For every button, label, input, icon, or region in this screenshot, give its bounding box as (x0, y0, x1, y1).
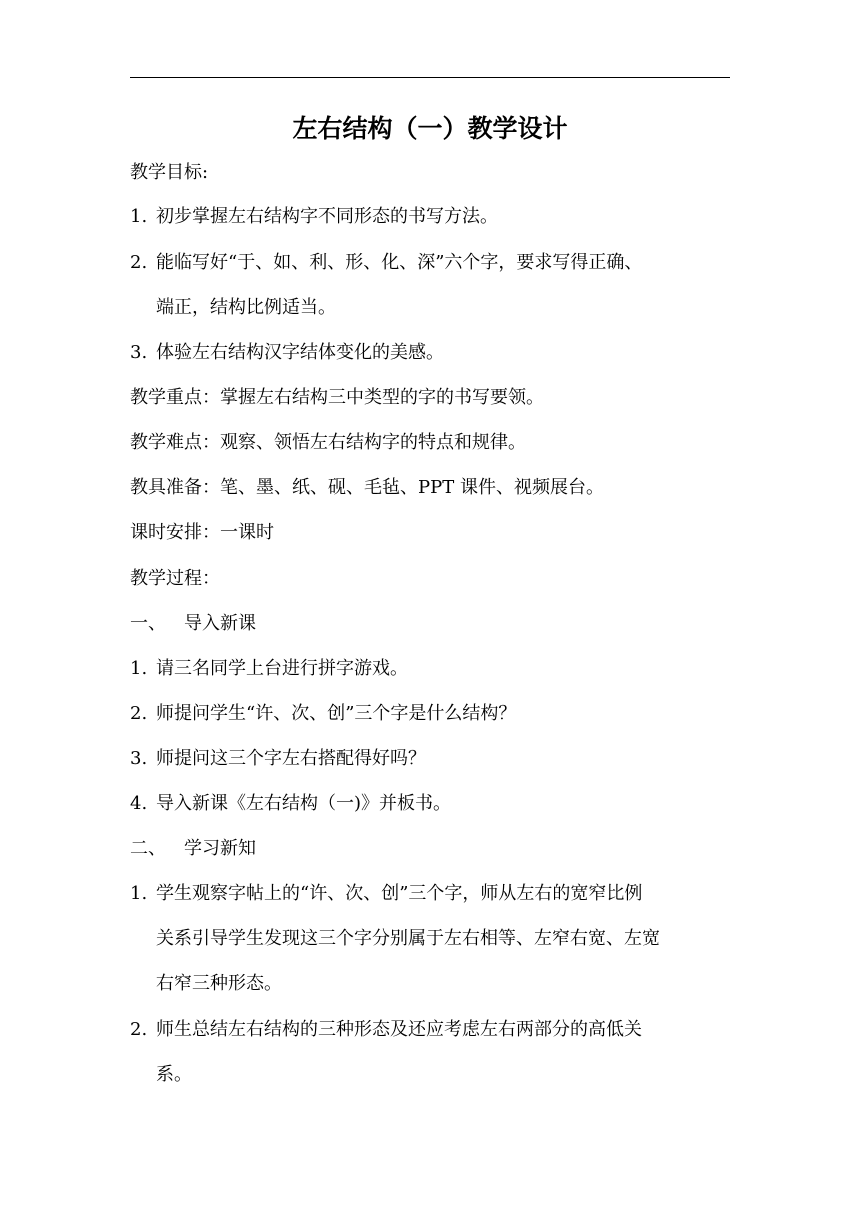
section-mark: 一、 (130, 613, 166, 634)
process-heading: 教学过程： (130, 568, 220, 589)
list-item (130, 701, 516, 727)
list-item (130, 656, 408, 682)
item-number: 1. (130, 658, 148, 679)
objective-item (130, 340, 444, 366)
objective-number: 1. (130, 206, 148, 227)
list-item (130, 791, 451, 817)
item-number: 3. (130, 748, 148, 769)
list-item (130, 746, 426, 772)
objective-text: 体验左右结构汉字结体变化的美感。 (156, 342, 444, 363)
item-text: 师提问这三个字左右搭配得好吗？ (156, 748, 426, 769)
key-point: 教学重点：掌握左右结构三中类型的字的书写要领。 (130, 387, 544, 408)
section-title: 学习新知 (184, 838, 256, 859)
materials: 教具准备：笔、墨、纸、砚、毛毡、PPT 课件、视频展台。 (130, 477, 604, 498)
difficulty: 教学难点：观察、领悟左右结构字的特点和规律。 (130, 432, 526, 453)
document-title: 左右结构（一）教学设计 (292, 114, 568, 143)
item-text-continued: 右窄三种形态。 (156, 973, 282, 994)
section-heading (130, 611, 256, 637)
objective-text: 能临写好“于、如、利、形、化、深”六个字，要求写得正确、 (156, 252, 643, 273)
list-item (130, 1017, 642, 1043)
item-number: 1. (130, 883, 148, 904)
item-number: 2. (130, 1019, 148, 1040)
section-mark: 二、 (130, 838, 166, 859)
item-text: 学生观察字帖上的“许、次、创”三个字，师从左右的宽窄比例 (156, 883, 643, 904)
objective-number: 3. (130, 342, 148, 363)
section-heading (130, 836, 256, 862)
item-text: 导入新课《左右结构（一)》并板书。 (156, 793, 452, 814)
objective-number: 2. (130, 252, 148, 273)
objective-item (130, 204, 498, 230)
item-text-continued: 关系引导学生发现这三个字分别属于左右相等、左窄右宽、左宽 (156, 928, 660, 949)
item-text: 师提问学生“许、次、创”三个字是什么结构？ (156, 703, 517, 724)
objective-text: 初步掌握左右结构字不同形态的书写方法。 (156, 206, 498, 227)
item-text: 请三名同学上台进行拼字游戏。 (156, 658, 408, 679)
list-item (130, 881, 642, 907)
section-title: 导入新课 (184, 613, 256, 634)
schedule: 课时安排：一课时 (130, 522, 274, 543)
objectives-heading: 教学目标: (130, 162, 209, 183)
header-rule (130, 77, 730, 78)
item-text-continued: 系。 (156, 1064, 192, 1085)
objective-item (130, 250, 642, 276)
objective-text-continued: 端正，结构比例适当。 (156, 297, 336, 318)
item-number: 2. (130, 703, 148, 724)
item-text: 师生总结左右结构的三种形态及还应考虑左右两部分的高低关 (156, 1019, 642, 1040)
item-number: 4. (130, 793, 148, 814)
